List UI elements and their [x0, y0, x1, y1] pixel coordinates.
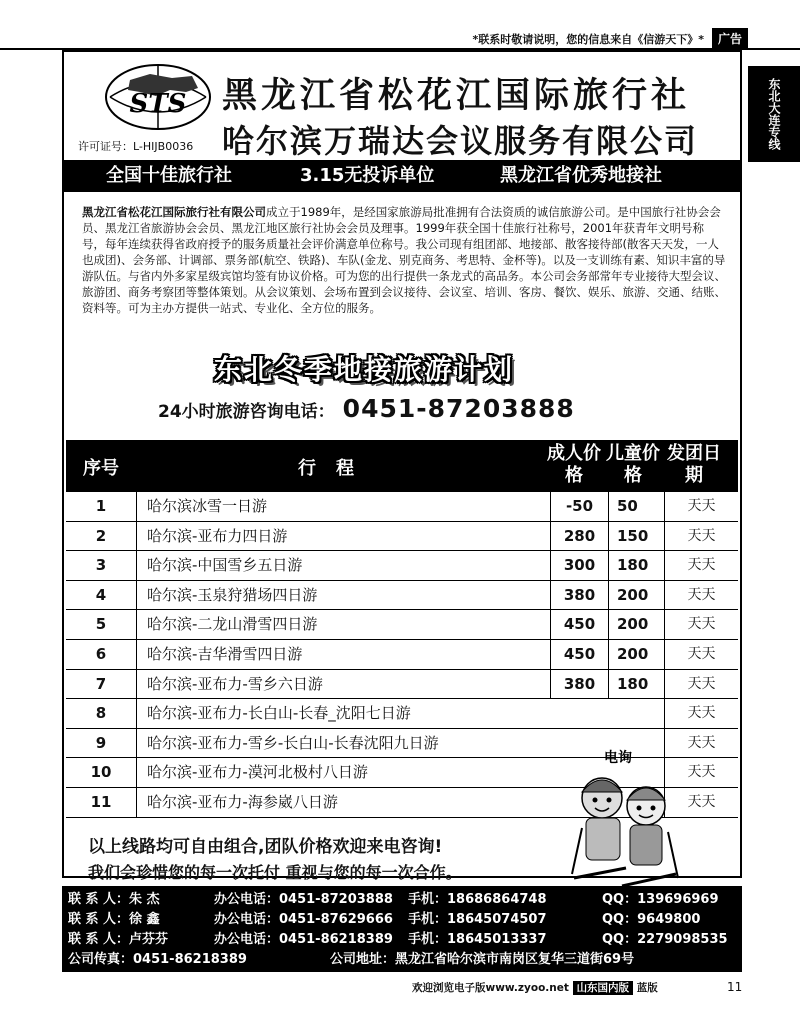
route-name: 哈尔滨-亚布力-海参崴八日游: [136, 788, 664, 818]
contact-qq[interactable]: QQ：139696969: [602, 892, 719, 907]
child-price: 50: [608, 492, 664, 522]
permit-number: 许可证号：L-HIJB0036: [78, 140, 194, 153]
footer-website[interactable]: 欢迎浏览电子版www.zyoo.net: [412, 982, 569, 994]
company-intro: [82, 204, 726, 316]
header-adult-price: 成人价格: [547, 443, 601, 486]
intro-lead: 黑龙江省松花江国际旅行社有限公司: [82, 205, 266, 219]
adult-price: 380: [550, 670, 608, 700]
child-price: 150: [608, 522, 664, 552]
svg-text:STS: STS: [129, 89, 187, 119]
contact-office-phone[interactable]: 办公电话：0451-87629666: [214, 912, 393, 927]
departure-date: 天天: [664, 699, 738, 729]
route-number: 11: [90, 792, 112, 811]
header-departure-date: 发团日期: [667, 443, 721, 486]
header-no: 序号: [83, 458, 119, 479]
contact-name: 联 系 人：卢芬芬: [68, 932, 169, 947]
route-name: 哈尔滨-亚布力四日游: [136, 522, 550, 552]
contact-mobile[interactable]: 手机：18645074507: [408, 912, 547, 927]
contact-panel: [62, 886, 742, 972]
departure-date: 天天: [664, 640, 738, 670]
header-route: 行程: [298, 458, 374, 479]
child-price: 180: [608, 551, 664, 581]
route-name: 哈尔滨-吉华滑雪四日游: [136, 640, 550, 670]
adult-price: 450: [550, 640, 608, 670]
contact-mobile[interactable]: 手机：18645013337: [408, 932, 547, 947]
service-slogan: 我们会珍惜您的每一次托付 重视与您的每一次合作。: [88, 863, 462, 882]
footer-edition-tag: 山东国内版: [573, 981, 634, 995]
sts-logo-icon: [100, 62, 216, 132]
mascot-kids-icon: [564, 748, 684, 898]
route-number: 5: [95, 615, 107, 634]
route-name: 哈尔滨-二龙山滑雪四日游: [136, 610, 550, 640]
footer-edition: 蓝版: [636, 982, 658, 994]
company-name-secondary: 哈尔滨万瑞达会议服务有限公司: [222, 122, 699, 160]
child-price: 200: [608, 640, 664, 670]
child-price: 200: [608, 581, 664, 611]
departure-date: 天天: [664, 788, 738, 818]
honor-item: 黑龙江省优秀地接社: [500, 165, 662, 186]
top-banner: [0, 28, 800, 50]
route-number: 4: [95, 585, 107, 604]
adult-price: 300: [550, 551, 608, 581]
route-name: 哈尔滨-亚布力-长白山-长春_沈阳七日游: [136, 699, 664, 729]
route-number: 1: [95, 497, 107, 515]
honors-bar: [64, 160, 740, 192]
svg-text:电询: 电询: [604, 750, 632, 766]
route-number: 6: [95, 644, 107, 663]
page-number: 11: [727, 980, 743, 994]
route-number: 9: [95, 733, 107, 752]
header-child-price: 儿童价格: [606, 443, 660, 486]
route-number: 8: [95, 704, 107, 723]
route-name: 哈尔滨冰雪一日游: [136, 492, 550, 522]
table-row: [66, 522, 738, 552]
departure-date: 天天: [664, 670, 738, 700]
table-row: [66, 581, 738, 611]
route-number: 7: [95, 674, 107, 693]
hotline-label: 24小时旅游咨询电话：: [158, 402, 335, 422]
table-header: [66, 440, 738, 492]
route-name: 哈尔滨-亚布力-雪乡-长白山-长春沈阳九日游: [136, 729, 664, 759]
route-name: 哈尔滨-中国雪乡五日游: [136, 551, 550, 581]
table-row: [66, 699, 738, 729]
table-row: [66, 492, 738, 522]
departure-date: 天天: [664, 581, 738, 611]
hotline: [158, 394, 575, 423]
contact-qq[interactable]: QQ：9649800: [602, 912, 701, 927]
departure-date: 天天: [664, 522, 738, 552]
table-row: [66, 640, 738, 670]
contact-office-phone[interactable]: 办公电话：0451-86218389: [214, 932, 393, 947]
contact-name: 联 系 人：朱 杰: [68, 892, 160, 907]
table-row: [66, 551, 738, 581]
departure-date: 天天: [664, 610, 738, 640]
departure-date: 天天: [664, 729, 738, 759]
plan-title: 东北冬季地接旅游计划: [214, 353, 515, 386]
adult-price: 280: [550, 522, 608, 552]
adult-price: -50: [550, 492, 608, 522]
route-name: 哈尔滨-玉泉狩猎场四日游: [136, 581, 550, 611]
contact-name: 联 系 人：徐 鑫: [68, 912, 160, 927]
adult-price: 450: [550, 610, 608, 640]
child-price: 180: [608, 670, 664, 700]
table-row: [66, 610, 738, 640]
page-footer: [412, 980, 658, 995]
company-address: 公司地址：黑龙江省哈尔滨市南岗区复华三道街69号: [330, 952, 635, 967]
free-combination-note: 以上线路均可自由组合,团队价格欢迎来电咨询!: [88, 837, 443, 857]
honor-item: 3.15无投诉单位: [300, 165, 435, 186]
route-name: 哈尔滨-亚布力-漠河北极村八日游: [136, 758, 664, 788]
source-note: *联系时敬请说明，您的信息来自《信游天下》*: [472, 33, 704, 46]
child-price: 200: [608, 610, 664, 640]
route-number: 3: [95, 556, 107, 575]
departure-date: 天天: [664, 758, 738, 788]
table-row: [66, 670, 738, 700]
route-name: 哈尔滨-亚布力-雪乡六日游: [136, 670, 550, 700]
side-tab[interactable]: 东北大连专线: [748, 66, 800, 162]
ad-label: 广告: [712, 28, 748, 48]
honor-item: 全国十佳旅行社: [106, 165, 232, 186]
departure-date: 天天: [664, 492, 738, 522]
company-name-primary: 黑龙江省松花江国际旅行社: [222, 76, 691, 116]
company-fax: 公司传真：0451-86218389: [68, 952, 247, 967]
contact-qq[interactable]: QQ：2279098535: [602, 932, 728, 947]
hotline-number[interactable]: 0451-87203888: [342, 394, 575, 423]
company-header: [64, 52, 740, 160]
intro-body: 成立于1989年，是经国家旅游局批准拥有合法资质的诚信旅游公司。是中国旅行社协会会员、黑龙江省旅游协会会员、黑龙江地区旅行社协会会员及理事。1999年获全国十佳旅行社称号，2001年获青年文明号称号，每年连续获得省政府授予的服务质量社会评价满意单位称号。我公司现有组团部、地接部、散客接待部(散客天天发，一人也成团)、会务部、计调部、票务部(航空、铁路)、车队(金龙、别克商务、考思特、金杯等)。以及一支训练有素、知识丰富的导游队伍。与省内外多家星级宾馆均签有协议价格。可为您的出行提供一条龙式的高品务。本公司会务部常年专业接待大型会议、旅游团、商务考察团等整体策划。从会议策划、会场布置到会议接待、会议室、培训、客房、餐饮、娱乐、旅游、交通、结账、资料等。可为主办方提供一站式、专业化、全方位的服务。: [82, 205, 726, 315]
departure-date: 天天: [664, 551, 738, 581]
ad-frame: [62, 50, 742, 882]
contact-office-phone[interactable]: 办公电话：0451-87203888: [214, 892, 393, 907]
contact-mobile[interactable]: 手机：18686864748: [408, 892, 547, 907]
route-number: 10: [90, 763, 112, 782]
adult-price: 380: [550, 581, 608, 611]
route-number: 2: [95, 526, 107, 545]
